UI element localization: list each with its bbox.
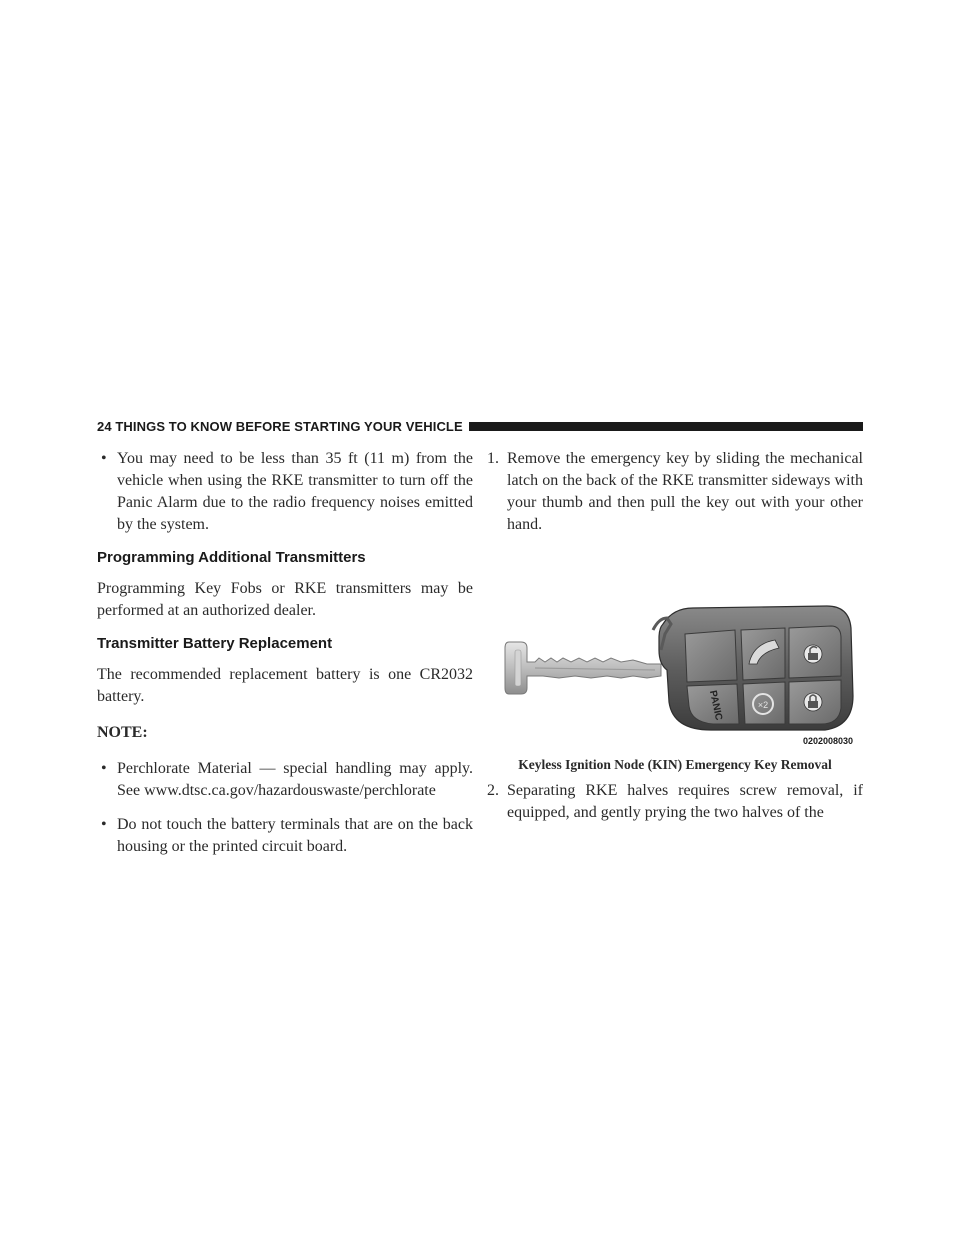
step-number: 1. <box>487 450 499 467</box>
figure-code: 0202008030 <box>802 736 853 746</box>
right-column <box>487 448 863 824</box>
bullet-dot: • <box>101 816 107 833</box>
heading-battery-replacement: Transmitter Battery Replacement <box>97 635 333 652</box>
lock-icon <box>804 693 822 711</box>
step-text: Remove the emergency key by sliding the mechanical latch on the back of the RKE transmitter sideways with your thumb and then pull the key out with your other hand. <box>507 450 863 533</box>
figure-caption: Keyless Ignition Node (KIN) Emergency Key Removal <box>518 757 832 772</box>
unlock-icon <box>804 645 822 663</box>
bullet-text: Do not touch the battery terminals that are on the back housing or the printed circuit board. <box>117 816 473 855</box>
step-text: Separating RKE halves requires screw removal, if equipped, and gently prying the two halves of the <box>507 782 863 821</box>
bullet-battery-terminals <box>97 814 473 858</box>
key-fob-figure <box>487 584 863 752</box>
panic-label: PANIC <box>706 689 724 722</box>
step-number: 2. <box>487 782 499 799</box>
bullet-rke-distance <box>97 448 473 536</box>
left-column <box>97 448 473 858</box>
note-label: NOTE: <box>97 724 148 741</box>
key-fob-illustration <box>487 584 863 752</box>
step-2 <box>487 780 863 824</box>
bullet-text: Perchlorate Material — special handling may apply. See www.dtsc.ca.gov/hazardouswaste/perchlorate <box>117 760 473 799</box>
paragraph-programming: Programming Key Fobs or RKE transmitters may be performed at an authorized dealer. <box>97 580 473 619</box>
fob-buttons <box>685 626 841 724</box>
svg-text:×2: ×2 <box>757 700 769 710</box>
page-header-title: 24 THINGS TO KNOW BEFORE STARTING YOUR VEHICLE <box>97 418 463 434</box>
paragraph-battery: The recommended replacement battery is one CR2032 battery. <box>97 666 473 705</box>
bullet-perchlorate <box>97 758 473 802</box>
page-header <box>97 416 863 436</box>
bullet-text: You may need to be less than 35 ft (11 m) from the vehicle when using the RKE transmitter to turn off the Panic Alarm due to the radio frequency noises emitted by the system. <box>117 450 473 533</box>
emergency-key <box>505 642 661 694</box>
heading-programming-transmitters: Programming Additional Transmitters <box>97 549 366 566</box>
bullet-dot: • <box>101 450 107 467</box>
step-1 <box>487 448 863 536</box>
bullet-dot: • <box>101 760 107 777</box>
header-rule <box>469 422 863 431</box>
